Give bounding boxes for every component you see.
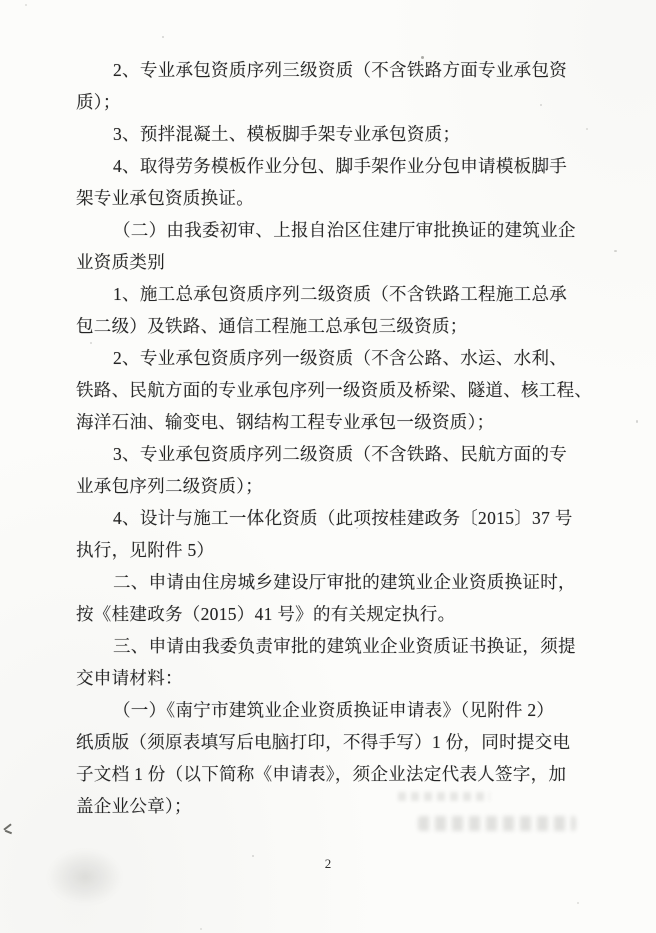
text-line: 4、取得劳务模板作业分包、脚手架作业分包申请模板脚手: [113, 156, 568, 176]
text-line: 海洋石油、输变电、钢结构工程专业承包一级资质）；: [76, 412, 495, 432]
text-line: 执行，见附件 5）: [76, 540, 215, 560]
text-line: 业资质类别: [76, 252, 165, 272]
text-line: 纸质版（须原表填写后电脑打印，不得手写）1 份，同时提交电: [76, 732, 571, 752]
text-line: 1、施工总承包资质序列二级资质（不含铁路工程施工总承: [113, 284, 568, 304]
speck: [162, 36, 164, 38]
text-line: 3、专业承包资质序列二级资质（不含铁路、民航方面的专: [113, 444, 568, 464]
speck: [614, 250, 617, 252]
speck: [356, 527, 358, 529]
pencil-mark: [3, 823, 13, 836]
speck: [252, 855, 254, 857]
text-line: 二、申请由住房城乡建设厅审批的建筑业企业资质换证时，: [113, 572, 576, 592]
text-line: （二）由我委初审、上报自治区住建厅审批换证的建筑业企: [113, 220, 576, 240]
page-number: 2: [324, 856, 332, 871]
scan-smudge: [46, 848, 124, 906]
speck: [421, 56, 424, 59]
text-line: 3、预拌混凝土、模板脚手架专业承包资质；: [113, 124, 461, 144]
text-line: （一）《南宁市建筑业企业资质换证申请表》（见附件 2）: [113, 700, 555, 720]
text-line: 三、申请由我委负责审批的建筑业企业资质证书换证，须提: [113, 636, 576, 656]
text-line: 交申请材料：: [76, 668, 183, 688]
text-line: 盖企业公章）；: [76, 796, 192, 816]
speck: [25, 4, 27, 6]
speck: [540, 104, 542, 106]
text-line: 4、设计与施工一体化资质（此项按桂建政务〔2015〕37 号: [113, 508, 573, 528]
text-line: 包二级）及铁路、通信工程施工总承包三级资质；: [76, 316, 468, 336]
text-line: 质）；: [76, 92, 121, 112]
speck: [90, 342, 92, 344]
text-line: 2、专业承包资质序列一级资质（不含公路、水运、水利、: [113, 348, 568, 368]
speck: [586, 128, 588, 130]
document-body-text: [76, 54, 616, 822]
speck: [636, 420, 638, 423]
scan-bleedthrough-text: [398, 792, 490, 801]
text-line: 子文档 1 份（以下简称《申请表》，须企业法定代表人签字，加: [76, 764, 567, 784]
scan-bleedthrough-text: [418, 816, 576, 831]
text-line: 业承包序列二级资质）；: [76, 476, 264, 496]
speck: [480, 716, 482, 718]
speck: [577, 902, 579, 904]
speck: [200, 928, 202, 930]
text-line: 架专业承包资质换证。: [76, 188, 254, 208]
text-line: 铁路、民航方面的专业承包序列一级资质及桥梁、隧道、核工程、: [76, 380, 593, 400]
text-line: 按《桂建政务（2015）41 号》的有关规定执行。: [76, 604, 456, 624]
text-line: 2、专业承包资质序列三级资质（不含铁路方面专业承包资: [113, 60, 568, 80]
